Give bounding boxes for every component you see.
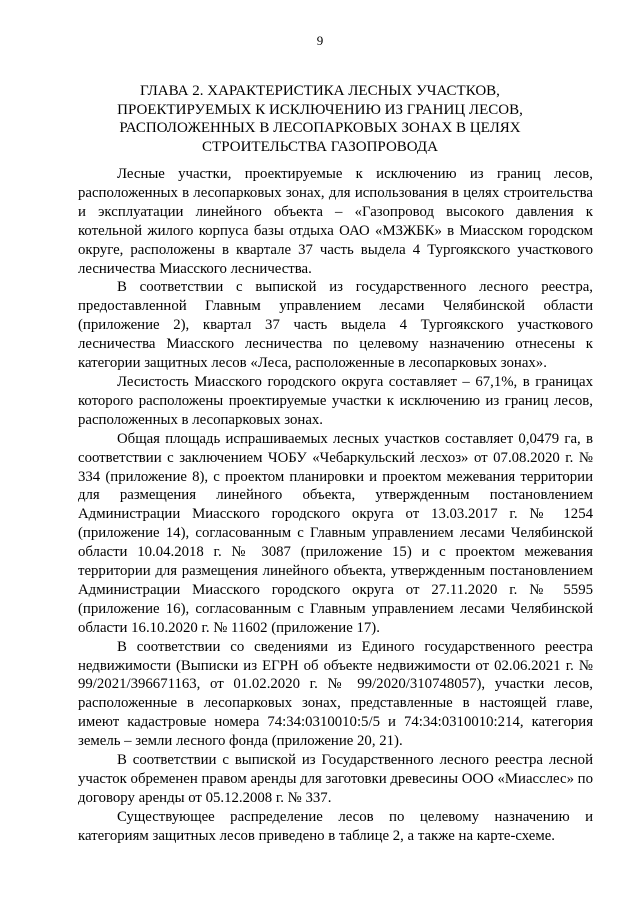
chapter-title-line: РАСПОЛОЖЕННЫХ В ЛЕСОПАРКОВЫХ ЗОНАХ В ЦЕЛЯХ (119, 120, 521, 136)
page-number: 9 (316, 33, 324, 48)
paragraph-total-area: Общая площадь испрашиваемых лесных участков составляет 0,0479 га, в соответствии с заключением ЧОБУ «Чебаркульский лесхоз» от 07.08.2020 г. № 334 (приложение 8), с проектом планировки и проектом межевания территории для размещения линейного объекта, утвержденным постановлением Администрации Миасского городского округа от 13.03.2017 г. № 1254 (приложение 14), согласованным с Главным управлением лесами Челябинской области 10.04.2018 г. № 3087 (приложение 15) и с проектом межевания территории для размещения линейного объекта, утвержденным постановлением Администрации Миасского городского округа от 27.11.2020 г. № 5595 (приложение 16), согласованным с Главным управлением лесами Челябинской области 16.10.2020 г. № 11602 (приложение 17). (78, 430, 593, 636)
chapter-title-line: СТРОИТЕЛЬСТВА ГАЗОПРОВОДА (202, 138, 438, 155)
paragraph-lease: В соответствии с выпиской из Государственного лесного реестра лесной участок обременен правом аренды для заготовки древесины ООО «Миасслес» по договору аренды от 05.12.2008 г. № 337. (78, 752, 593, 806)
chapter-title-line: ГЛАВА 2. ХАРАКТЕРИСТИКА ЛЕСНЫХ УЧАСТКОВ, (140, 83, 500, 99)
paragraph-forest-cover: Лесистость Миасского городского округа составляет – 67,1%, в границах которого расположены проектируемые участки к исключению из границ лесов, расположенных в лесопарковых зонах. (78, 373, 593, 428)
paragraph-egrn: В соответствии со сведениями из Единого государственного реестра недвижимости (Выписки из ЕГРН об объекте недвижимости от 02.06.2021 г. № 99/2021/396671163, от 01.02.2020 г. № 99/2020/310748057), участки лесов, расположенные в лесопарковых зонах, представленные в настоящей главе, имеют кадастровые номера 74:34:0310010:5/5 и 74:34:0310010:214, категория земель – земли лесного фонда (приложение 20, 21). (78, 638, 593, 750)
chapter-title-line: ПРОЕКТИРУЕМЫХ К ИСКЛЮЧЕНИЮ ИЗ ГРАНИЦ ЛЕСОВ, (117, 101, 523, 118)
chapter-title (100, 82, 540, 156)
paragraph-forest-registry: В соответствии с выпиской из государственного лесного реестра, предоставленной Главным управлением лесами Челябинской области (приложение 2), квартал 37 часть выдела 4 Тургоякского участкового лесничества Миасского лесничества по целевому назначению отнесены к категории защитных лесов «Леса, расположенные в лесопарковых зонах». (78, 279, 593, 372)
paragraph-distribution: Существующее распределение лесов по целевому назначению и категориям защитных лесов приведено в таблице 2, а также на карте-схеме. (78, 808, 593, 844)
body-text (78, 165, 593, 846)
paragraph-location: Лесные участки, проектируемые к исключению из границ лесов, расположенных в лесопарковых зонах, для использования в целях строительства и эксплуатации линейного объекта – «Газопровод высокого давления к котельной жилого корпуса базы отдыха ОАО «МЗЖБК» в Миасском городском округе, расположены в квартале 37 часть выдела 4 Тургоякского участкового лесничества Миасского лесничества. (78, 166, 593, 277)
